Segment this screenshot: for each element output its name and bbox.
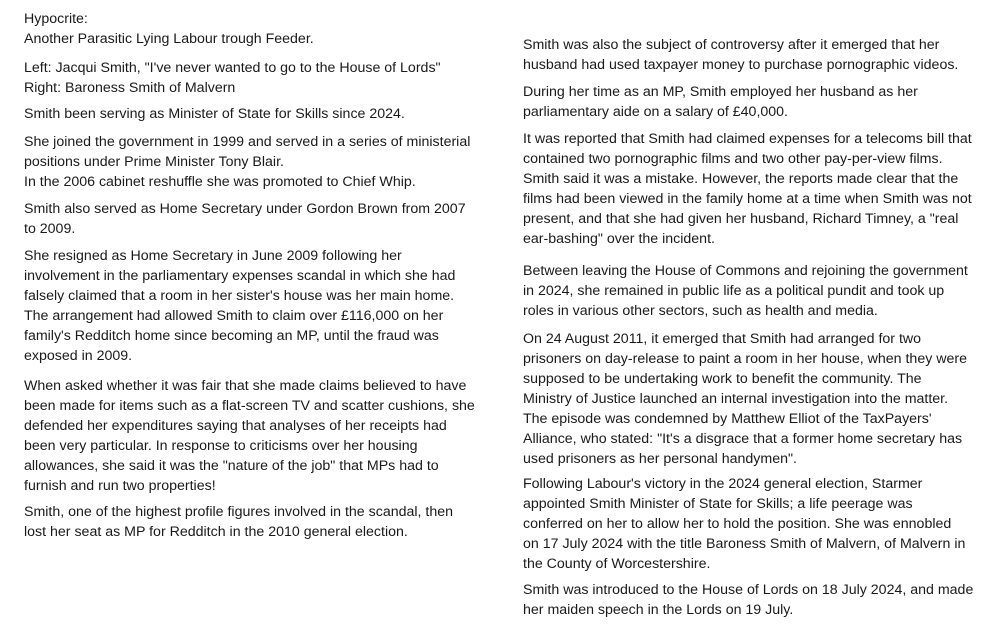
paragraph-husband-controversy: Smith was also the subject of controversy after it emerged that her husband had used taxpayer money to purchase pornographic videos.	[523, 37, 959, 73]
paragraph-caption: Left: Jacqui Smith, "I've never wanted to go to the House of Lords" Right: Baroness Smith of Malvern	[24, 60, 441, 96]
paragraph-lost-seat: Smith, one of the highest profile figures involved in the scandal, then lost her seat as MP for Redditch in the 2010 general election.	[24, 504, 454, 540]
paragraph-life-peerage: Following Labour's victory in the 2024 general election, Starmer appointed Smith Minister of State for Skills; a life peerage was conferred on her to allow her to hold the position. She was ennobled on 17 July 2024 with the title Baroness Smith of Malvern, of Malvern in the County of Worcestershire.	[523, 476, 966, 572]
paragraph-telecoms-bill: It was reported that Smith had claimed expenses for a telecoms bill that contained two pornographic films and two other pay-per-view films. Smith said it was a mistake. However, the reports made clear that the films had been viewed in the family home at a time when Smith was not present, and that she had given her husband, Richard Timney, a "real ear-bashing" over the incident.	[523, 131, 972, 247]
paragraph-joined-government: She joined the government in 1999 and served in a series of ministerial positions under Prime Minister Tony Blair. In the 2006 cabinet reshuffle she was promoted to Chief Whip.	[24, 134, 471, 190]
paragraph-minister-skills: Smith been serving as Minister of State for Skills since 2024.	[24, 106, 405, 122]
paragraph-house-of-lords: Smith was introduced to the House of Lords on 18 July 2024, and made her maiden speech in the Lords on 19 July.	[523, 582, 974, 618]
paragraph-prisoners: On 24 August 2011, it emerged that Smith had arranged for two prisoners on day-release to paint a room in her house, when they were supposed to be undertaking work to benefit the community. The Ministry of Justice launched an internal investigation into the matter. The episode was condemned by Matthew Elliot of the TaxPayers' Alliance, who stated: "It's a disgrace that a former home secretary has used prisoners as her personal handymen".	[523, 331, 968, 467]
paragraph-public-life: Between leaving the House of Commons and rejoining the government in 2024, she remained in public life as a political pundit and took up roles in various other sectors, such as health and media.	[523, 263, 968, 319]
paragraph-resigned: She resigned as Home Secretary in June 2009 following her involvement in the parliamentary expenses scandal in which she had falsely claimed that a room in her sister's house was her main home. The arrangement had allowed Smith to claim over £116,000 on her family's Redditch home since becoming an MP, until the fraud was exposed in 2009.	[24, 248, 456, 364]
paragraph-parliamentary-aide: During her time as an MP, Smith employed her husband as her parliamentary aide on a salary of £40,000.	[523, 84, 918, 120]
paragraph-home-secretary: Smith also served as Home Secretary under Gordon Brown from 2007 to 2009.	[24, 201, 466, 237]
paragraph-expenditures: When asked whether it was fair that she made claims believed to have been made for items such as a flat-screen TV and scatter cushions, she defended her expenditures saying that analyses of her receipts had been very particular. In response to criticisms over her housing allowances, she said it was the "nature of the job" that MPs had to furnish and run two properties!	[24, 378, 475, 494]
paragraph-hypocrite: Hypocrite: Another Parasitic Lying Labour trough Feeder.	[24, 11, 314, 47]
